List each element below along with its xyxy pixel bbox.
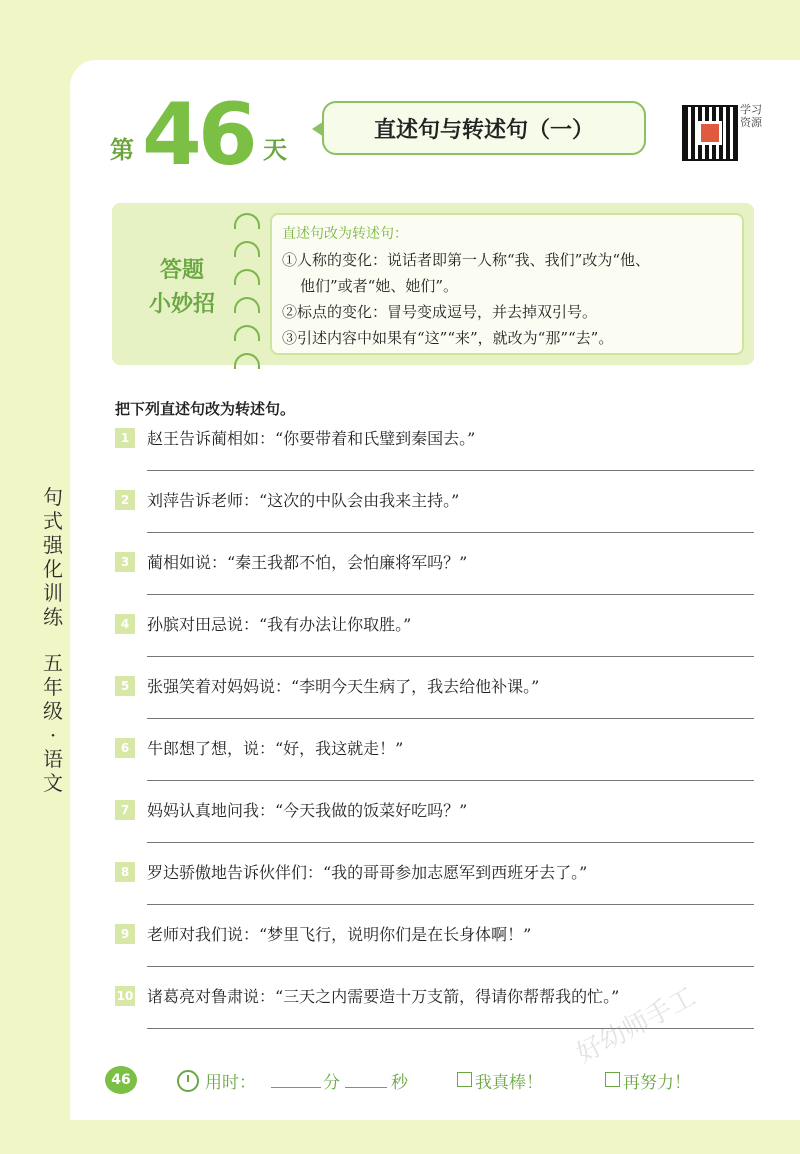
binder-rings-icon: [234, 213, 264, 363]
answer-line[interactable]: [147, 904, 754, 905]
watermark: 好幼师手工: [571, 981, 701, 1070]
question-number: 3: [115, 552, 135, 572]
tip-item-2: ②标点的变化：冒号变成逗号，并去掉双引号。: [282, 303, 598, 321]
seconds-label: 秒: [391, 1073, 408, 1093]
question-4: [115, 614, 755, 674]
question-text: 赵王告诉蔺相如：“你要带着和氏璧到秦国去。”: [147, 429, 476, 448]
question-number: 6: [115, 738, 135, 758]
question-8: [115, 862, 755, 922]
question-number: 1: [115, 428, 135, 448]
question-6: [115, 738, 755, 798]
question-2: [115, 490, 755, 550]
question-number: 9: [115, 924, 135, 944]
qr-label: 学习资源: [740, 103, 762, 129]
question-7: [115, 800, 755, 860]
question-number: 5: [115, 676, 135, 696]
tip-item-1a: ①人称的变化：说话者即第一人称“我、我们”改为“他、: [282, 251, 651, 269]
side-title: [40, 485, 66, 795]
answer-line[interactable]: [147, 656, 754, 657]
question-number: 4: [115, 614, 135, 634]
qr-code-icon[interactable]: [682, 105, 738, 161]
question-1: [115, 428, 755, 488]
footer-bar: [105, 1066, 755, 1096]
side-title-series: 句式强化训练: [43, 485, 63, 629]
tips-label-line2: 小妙招: [148, 291, 215, 317]
question-9: [115, 924, 755, 984]
day-suffix: 天: [263, 135, 287, 164]
question-text: 蔺相如说：“秦王我都不怕，会怕廉将军吗？”: [147, 553, 468, 572]
great-label: 我真棒！: [475, 1073, 543, 1093]
lesson-header: [110, 85, 770, 185]
lesson-title: 直述句与转述句（一）: [322, 101, 646, 155]
answer-line[interactable]: [147, 470, 754, 471]
minutes-label: 分: [323, 1073, 340, 1093]
try-again-label: 再努力！: [623, 1073, 691, 1093]
answer-line[interactable]: [147, 966, 754, 967]
tips-heading: 直述句改为转述句：: [282, 226, 408, 242]
alarm-clock-icon: [177, 1070, 199, 1092]
side-margin: [0, 60, 70, 1120]
question-text: 张强笑着对妈妈说：“李明今天生病了，我去给他补课。”: [147, 677, 540, 696]
question-text: 刘萍告诉老师：“这次的中队会由我来主持。”: [147, 491, 460, 510]
question-text: 牛郎想了想，说：“好，我这就走！”: [147, 739, 404, 758]
tips-label: [132, 253, 232, 321]
question-text: 罗达骄傲地告诉伙伴们：“我的哥哥参加志愿军到西班牙去了。”: [147, 863, 588, 882]
minutes-blank[interactable]: [271, 1087, 321, 1088]
question-text: 老师对我们说：“梦里飞行，说明你们是在长身体啊！”: [147, 925, 532, 944]
question-text: 妈妈认真地问我：“今天我做的饭菜好吃吗？”: [147, 801, 468, 820]
seconds-blank[interactable]: [345, 1087, 387, 1088]
question-text: 孙膑对田忌说：“我有办法让你取胜。”: [147, 615, 412, 634]
try-again-checkbox[interactable]: [605, 1072, 620, 1087]
answer-line[interactable]: [147, 842, 754, 843]
tip-item-1b: 他们”或者“她、她们”。: [300, 277, 459, 295]
great-checkbox[interactable]: [457, 1072, 472, 1087]
answer-line[interactable]: [147, 532, 754, 533]
answer-line[interactable]: [147, 594, 754, 595]
side-title-grade: 五年级·语文: [43, 651, 63, 795]
tips-card: [270, 213, 744, 355]
tip-item-3: ③引述内容中如果有“这”“来”，就改为“那”“去”。: [282, 329, 614, 347]
time-label: 用时：: [205, 1073, 256, 1093]
tips-label-line1: 答题: [159, 257, 204, 283]
question-5: [115, 676, 755, 736]
answer-line[interactable]: [147, 718, 754, 719]
question-3: [115, 552, 755, 612]
question-number: 10: [115, 986, 135, 1006]
day-prefix: 第: [110, 135, 134, 164]
exercise-instruction: 把下列直述句改为转述句。: [115, 400, 296, 418]
question-number: 7: [115, 800, 135, 820]
page-number: 46: [105, 1066, 137, 1094]
question-number: 2: [115, 490, 135, 510]
answer-line[interactable]: [147, 780, 754, 781]
day-number: 46: [142, 85, 254, 185]
question-text: 诸葛亮对鲁肃说：“三天之内需要造十万支箭，得请你帮帮我的忙。”: [147, 987, 620, 1006]
question-number: 8: [115, 862, 135, 882]
tips-box: [112, 203, 754, 365]
